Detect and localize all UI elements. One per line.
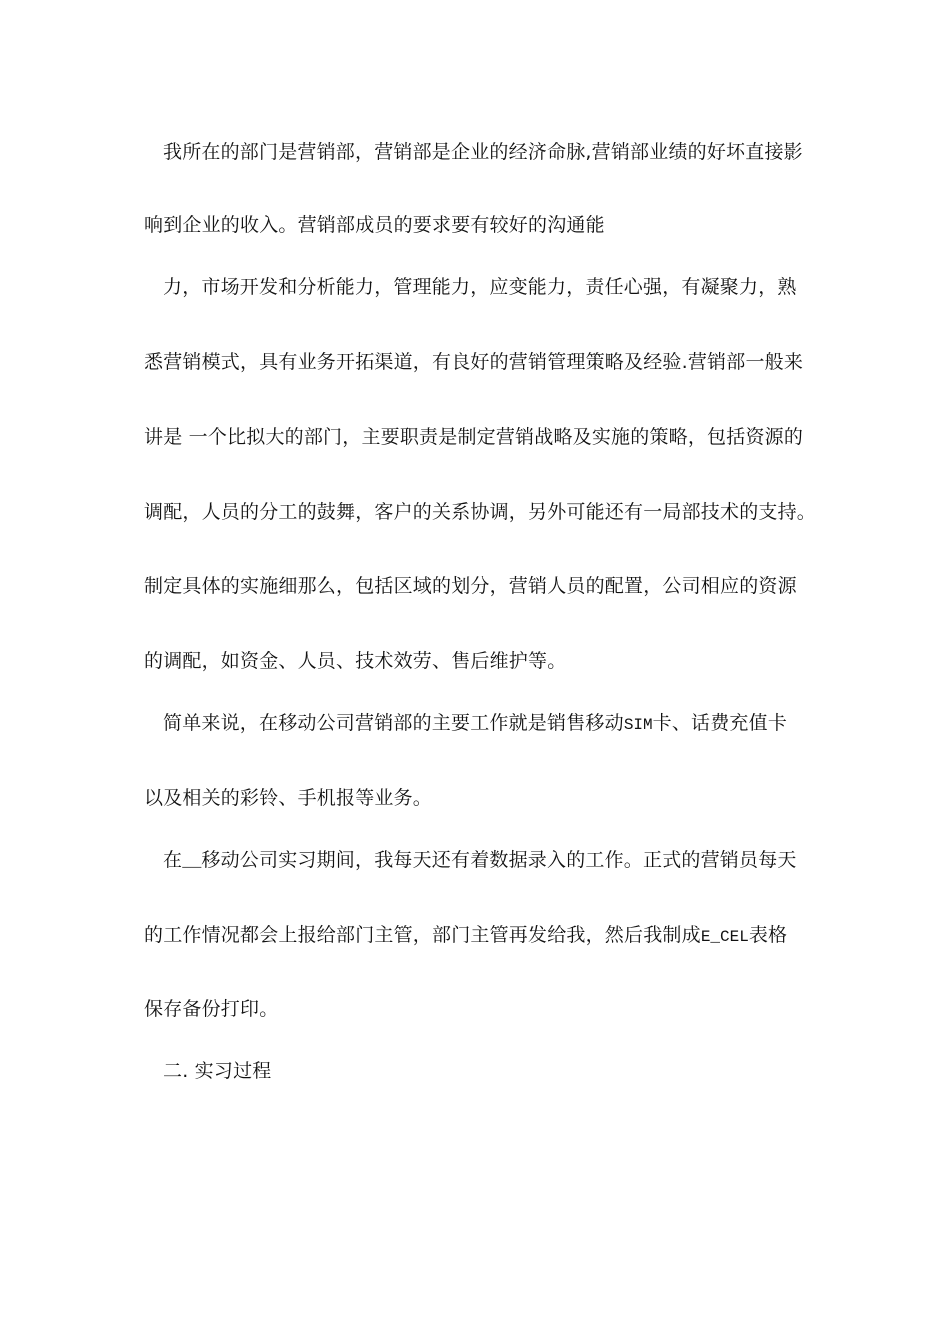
text-line — [163, 847, 843, 875]
text-span: 移动公司实习期间，我每天还有着数据录入的工作。正式的营销员每天 — [201, 849, 797, 871]
text-line: 我所在的部门是营销部，营销部是企业的经济命脉,营销部业绩的好坏直接影 — [163, 141, 803, 163]
text-line: 力，市场开发和分析能力，管理能力，应变能力，责任心强，有凝聚力，熟 — [163, 276, 797, 298]
text-span: 简单来说，在移动公司营销部的主要工作就是销售移动 — [163, 712, 624, 734]
text-line: 讲是 一个比拟大的部门，主要职责是制定营销战略及实施的策略，包括资源的 — [144, 426, 804, 448]
text-span: 在 — [163, 849, 183, 871]
text-span: 卡、话费充值卡 — [652, 712, 788, 734]
text-span: 的工作情况都会上报给部门主管，部门主管再发给我，然后我制成 — [144, 924, 701, 946]
text-line: 以及相关的彩铃、手机报等业务。 — [144, 787, 433, 809]
sim-text: SIM — [623, 716, 653, 734]
blank-placeholder: __ — [182, 853, 202, 871]
text-line: 保存备份打印。 — [144, 998, 279, 1020]
excel-text: E_CEL — [700, 928, 749, 946]
text-line: 制定具体的实施细那么，包括区域的划分，营销人员的配置，公司相应的资源 — [144, 575, 797, 597]
text-line — [163, 710, 843, 738]
text-span: 表格 — [748, 924, 788, 946]
text-line: 响到企业的收入。营销部成员的要求要有较好的沟通能 — [144, 214, 605, 236]
text-line: 悉营销模式，具有业务开拓渠道，有良好的营销管理策略及经验.营销部一般来 — [144, 351, 804, 373]
section-heading: 二. 实习过程 — [163, 1060, 272, 1082]
text-line — [144, 922, 824, 950]
text-line: 调配，人员的分工的鼓舞，客户的关系协调，另外可能还有一局部技术的支持。 — [144, 501, 817, 523]
text-line: 的调配，如资金、人员、技术效劳、售后维护等。 — [144, 650, 567, 672]
